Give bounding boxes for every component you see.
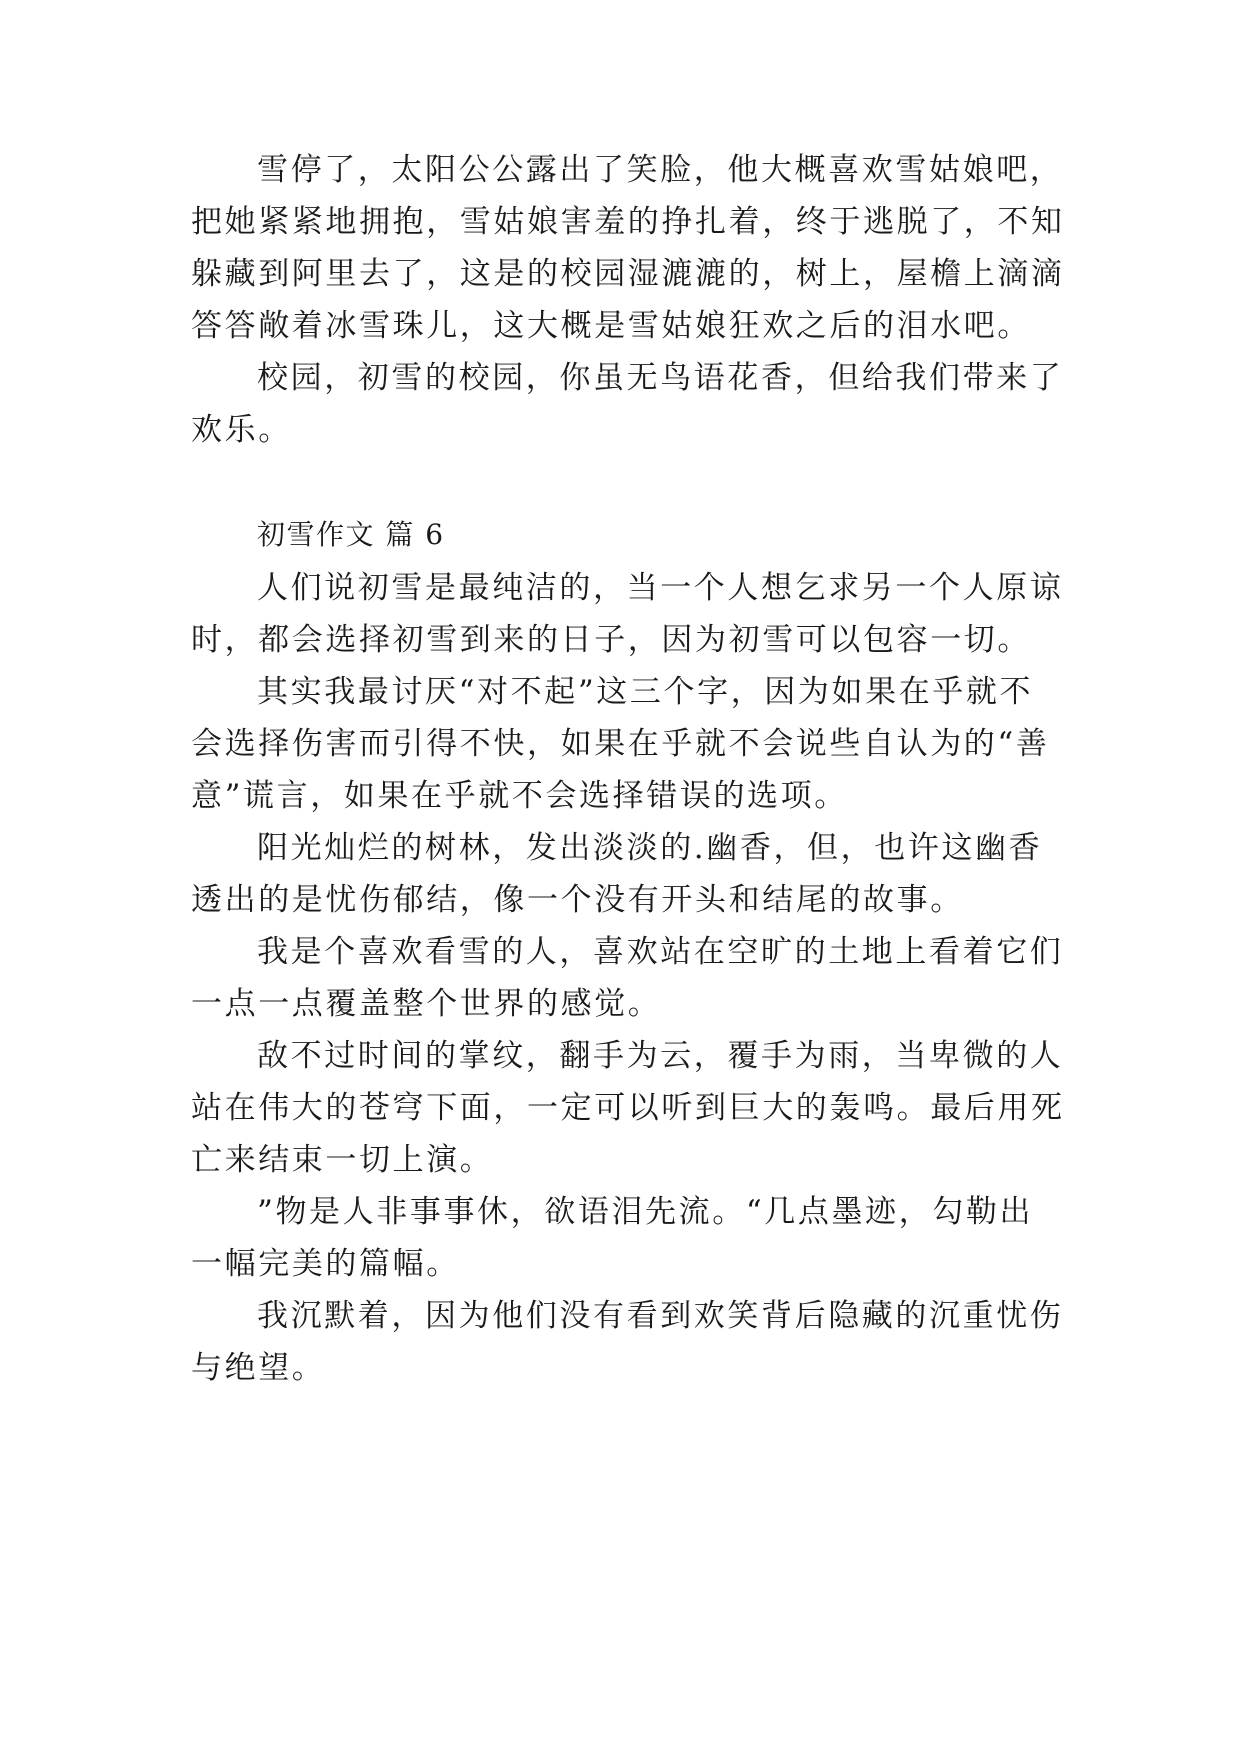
text-line: 校园，初雪的校园，你虽无鸟语花香，但给我们带来了 <box>257 360 1064 396</box>
text-line: 会选择伤害而引得不快，如果在乎就不会说些自认为的“善 <box>191 726 1050 762</box>
text-line: 躲藏到阿里去了，这是的校园湿漉漉的，树上，屋檐上滴滴 <box>191 256 1065 292</box>
text-line: 人们说初雪是最纯洁的，当一个人想乞求另一个人原谅 <box>257 570 1064 606</box>
text-line: 我沉默着，因为他们没有看到欢笑背后隐藏的沉重忧伤 <box>257 1298 1064 1334</box>
text-line: 意”谎言，如果在乎就不会选择错误的选项。 <box>191 778 848 814</box>
text-line: 亡来结束一切上演。 <box>191 1142 494 1178</box>
text-line: 把她紧紧地拥抱，雪姑娘害羞的挣扎着，终于逃脱了，不知 <box>191 204 1065 240</box>
text-line: 一幅完美的篇幅。 <box>191 1246 460 1282</box>
text-line: 其实我最讨厌“对不起”这三个字，因为如果在乎就不 <box>257 674 1034 710</box>
text-line: 我是个喜欢看雪的人，喜欢站在空旷的土地上看着它们 <box>257 934 1064 970</box>
text-line: 敌不过时间的掌纹，翻手为云，覆手为雨，当卑微的人 <box>257 1038 1064 1074</box>
text-line: 与绝望。 <box>191 1350 326 1386</box>
text-line: 站在伟大的苍穹下面，一定可以听到巨大的轰鸣。最后用死 <box>191 1090 1065 1126</box>
text-line: 雪停了，太阳公公露出了笑脸，他大概喜欢雪姑娘吧， <box>257 152 1064 188</box>
text-line: 透出的是忧伤郁结，像一个没有开头和结尾的故事。 <box>191 882 964 918</box>
text-line: 一点一点覆盖整个世界的感觉。 <box>191 986 662 1022</box>
text-line: 阳光灿烂的树林，发出淡淡的.幽香，但，也许这幽香 <box>257 830 1043 866</box>
section-heading: 初雪作文 篇 6 <box>257 518 445 551</box>
text-line: 欢乐。 <box>191 412 292 448</box>
text-line: 时，都会选择初雪到来的日子，因为初雪可以包容一切。 <box>191 622 1031 658</box>
text-line: 答答敞着冰雪珠儿，这大概是雪姑娘狂欢之后的泪水吧。 <box>191 308 1031 344</box>
text-line: ”物是人非事事休，欲语泪先流。“几点墨迹，勾勒出 <box>257 1194 1034 1230</box>
